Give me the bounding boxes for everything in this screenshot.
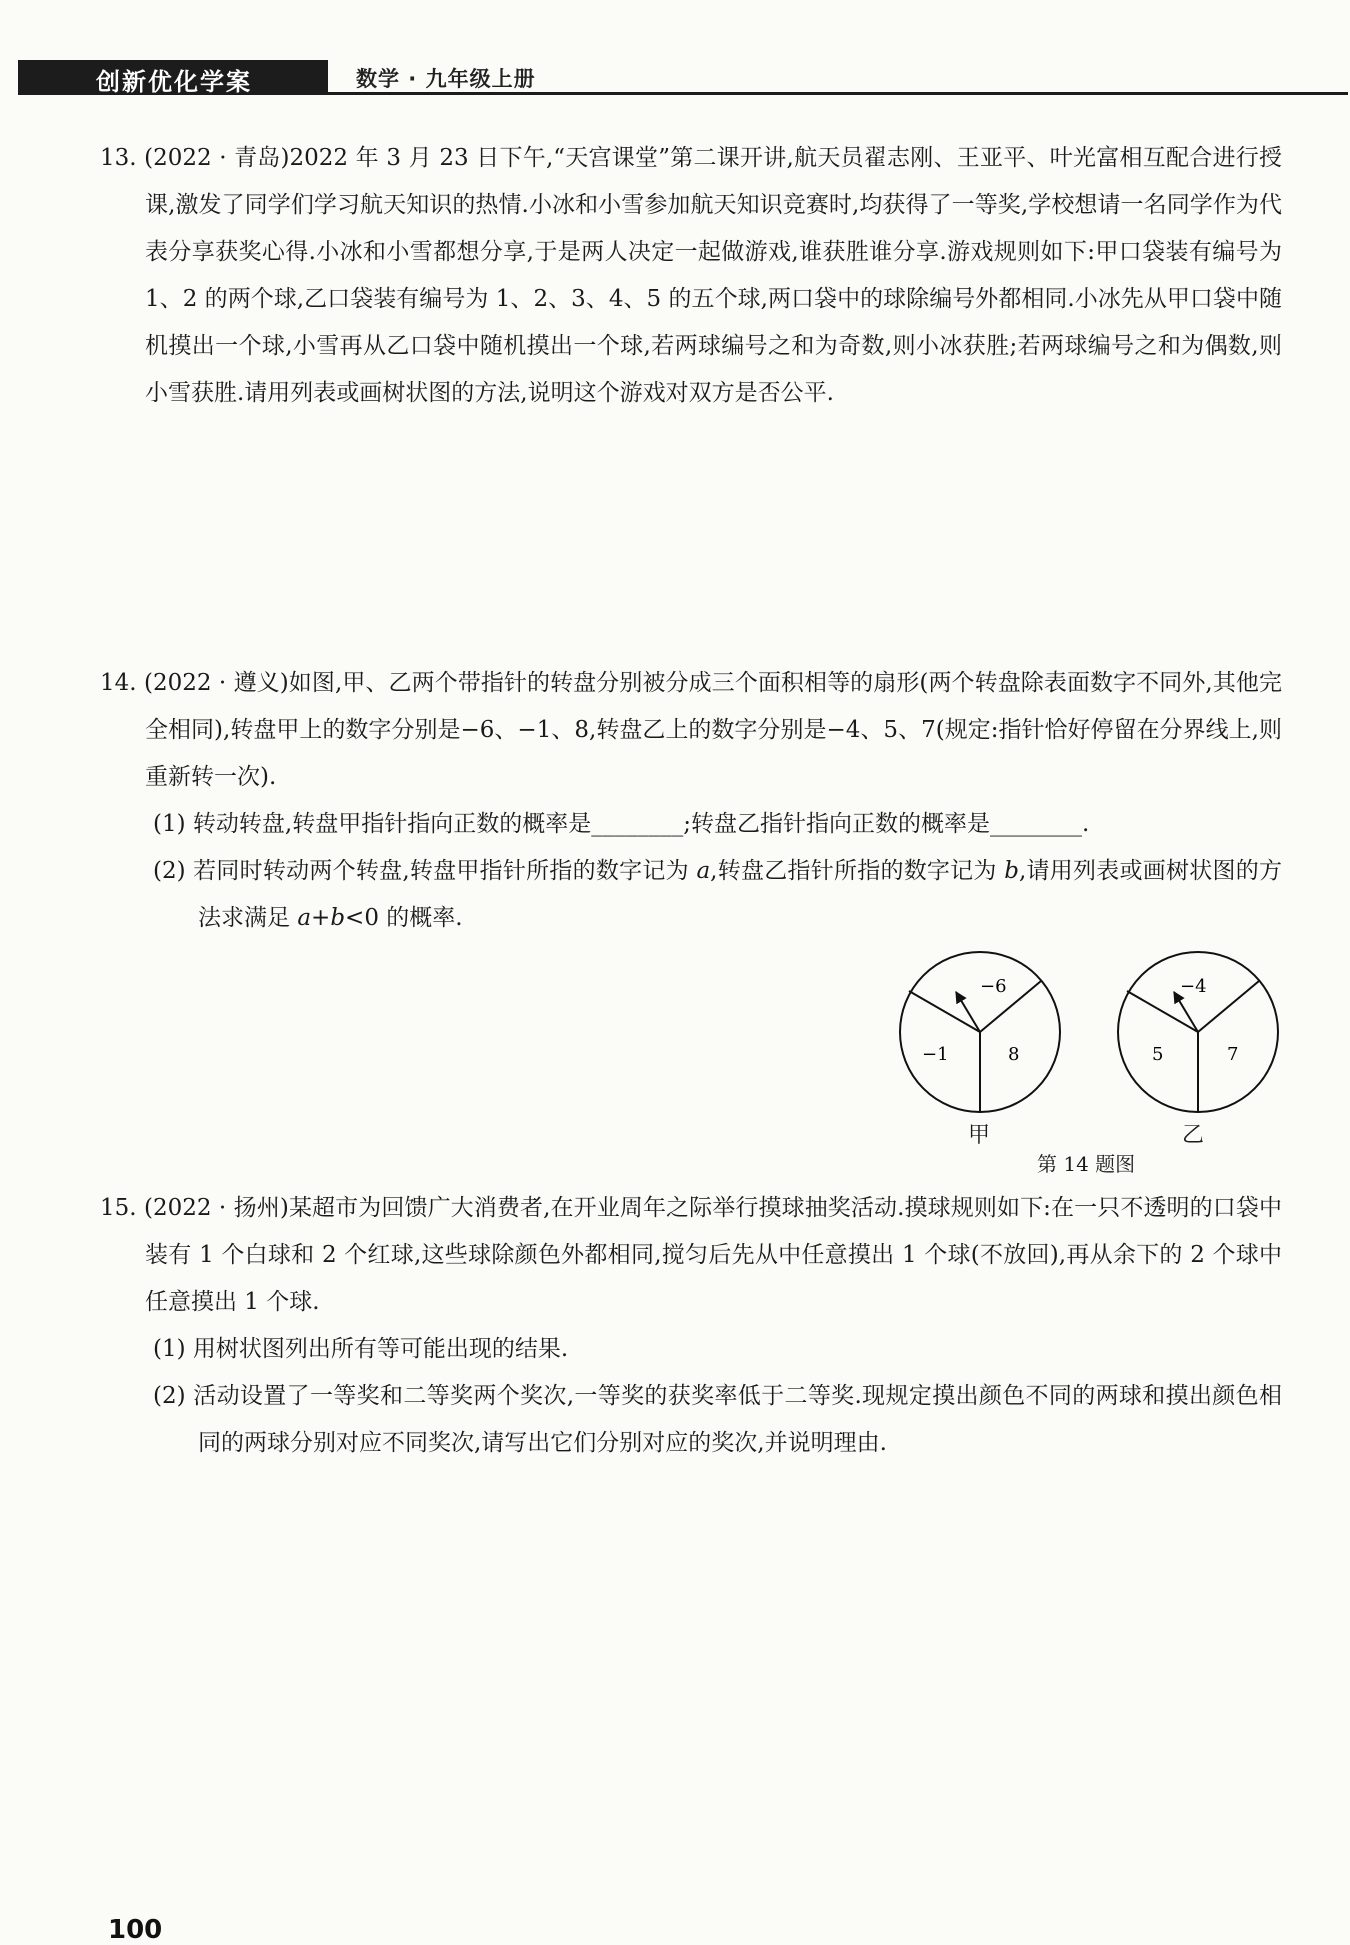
question-13: [100, 135, 1282, 417]
spinner-yi: [1118, 952, 1278, 1112]
spinner-jia-right: 8: [1008, 1044, 1020, 1065]
question-14: [100, 660, 1282, 942]
expr-variable-a: a: [297, 905, 312, 931]
variable-a: a: [696, 858, 711, 884]
question-14-figure: [890, 950, 1290, 1180]
question-14-part-1: (1) 转动转盘,转盘甲指针指向正数的概率是________;转盘乙指针指向正数的概率是________.: [153, 811, 1090, 837]
part2-text-a: (2) 若同时转动两个转盘,转盘甲指针所指的数字记为: [153, 858, 697, 884]
header-subject: 数学 · 九年级上册: [356, 67, 536, 91]
expr-variable-b: b: [330, 905, 346, 931]
spinner-yi-label: 乙: [1182, 1123, 1205, 1148]
spinner-jia-left: −1: [922, 1044, 949, 1065]
variable-b: b: [1004, 858, 1019, 884]
page-header: [18, 60, 1348, 96]
spinner-jia: [900, 952, 1060, 1112]
spinner-yi-top: −4: [1180, 976, 1207, 997]
question-14-text: 14. (2022 · 遵义)如图,甲、乙两个带指针的转盘分别被分成三个面积相等的扇形(两个转盘除表面数字不同外,其他完全相同),转盘甲上的数字分别是−6、−1、8,转盘乙上的数字分别是−4、5、7(规定:指针恰好停留在分界线上,则重新转一次).: [100, 670, 1282, 790]
question-15-text: 15. (2022 · 扬州)某超市为回馈广大消费者,在开业周年之际举行摸球抽奖活动.摸球规则如下:在一只不透明的口袋中装有 1 个白球和 2 个红球,这些球除颜色外都相同,搅匀后先从中任意摸出 1 个球(不放回),再从余下的 2 个球中任意摸出 1 个球.: [100, 1195, 1282, 1315]
spinner-yi-right: 7: [1227, 1044, 1239, 1065]
spinner-jia-label: 甲: [968, 1123, 991, 1148]
part2-text-d: <0 的概率.: [345, 905, 463, 931]
page-number: 100: [108, 1915, 163, 1945]
part2-text-c: ,请用列表或画树状图的方法求满足: [198, 858, 1282, 931]
spinner-yi-left: 5: [1152, 1044, 1164, 1065]
figure-caption: 第 14 题图: [1037, 1152, 1136, 1176]
question-15-part-2: (2) 活动设置了一等奖和二等奖两个奖次,一等奖的获奖率低于二等奖.现规定摸出颜色不同的两球和摸出颜色相同的两球分别对应不同奖次,请写出它们分别对应的奖次,并说明理由.: [153, 1383, 1282, 1456]
header-brand: 创新优化学案: [96, 68, 252, 96]
question-13-text: 13. (2022 · 青岛)2022 年 3 月 23 日下午,“天宫课堂”第二课开讲,航天员翟志刚、王亚平、叶光富相互配合进行授课,激发了同学们学习航天知识的热情.小冰和小雪参加航天知识竞赛时,均获得了一等奖,学校想请一名同学作为代表分享获奖心得.小冰和小雪都想分享,于是两人决定一起做游戏,谁获胜谁分享.游戏规则如下:甲口袋装有编号为 1、2 的两个球,乙口袋装有编号为 1、2、3、4、5 的五个球,两口袋中的球除编号外都相同.小冰先从甲口袋中随机摸出一个球,小雪再从乙口袋中随机摸出一个球,若两球编号之和为奇数,则小冰获胜;若两球编号之和为偶数,则小雪获胜.请用列表或画树状图的方法,说明这个游戏对双方是否公平.: [100, 145, 1282, 406]
question-14-part-2: [100, 848, 1282, 942]
expr-plus: +: [311, 905, 331, 931]
spinner-jia-top: −6: [980, 976, 1007, 997]
question-15: [100, 1185, 1282, 1467]
part2-text-b: ,转盘乙指针所指的数字记为: [710, 858, 1005, 884]
question-15-part-1: (1) 用树状图列出所有等可能出现的结果.: [153, 1336, 569, 1362]
